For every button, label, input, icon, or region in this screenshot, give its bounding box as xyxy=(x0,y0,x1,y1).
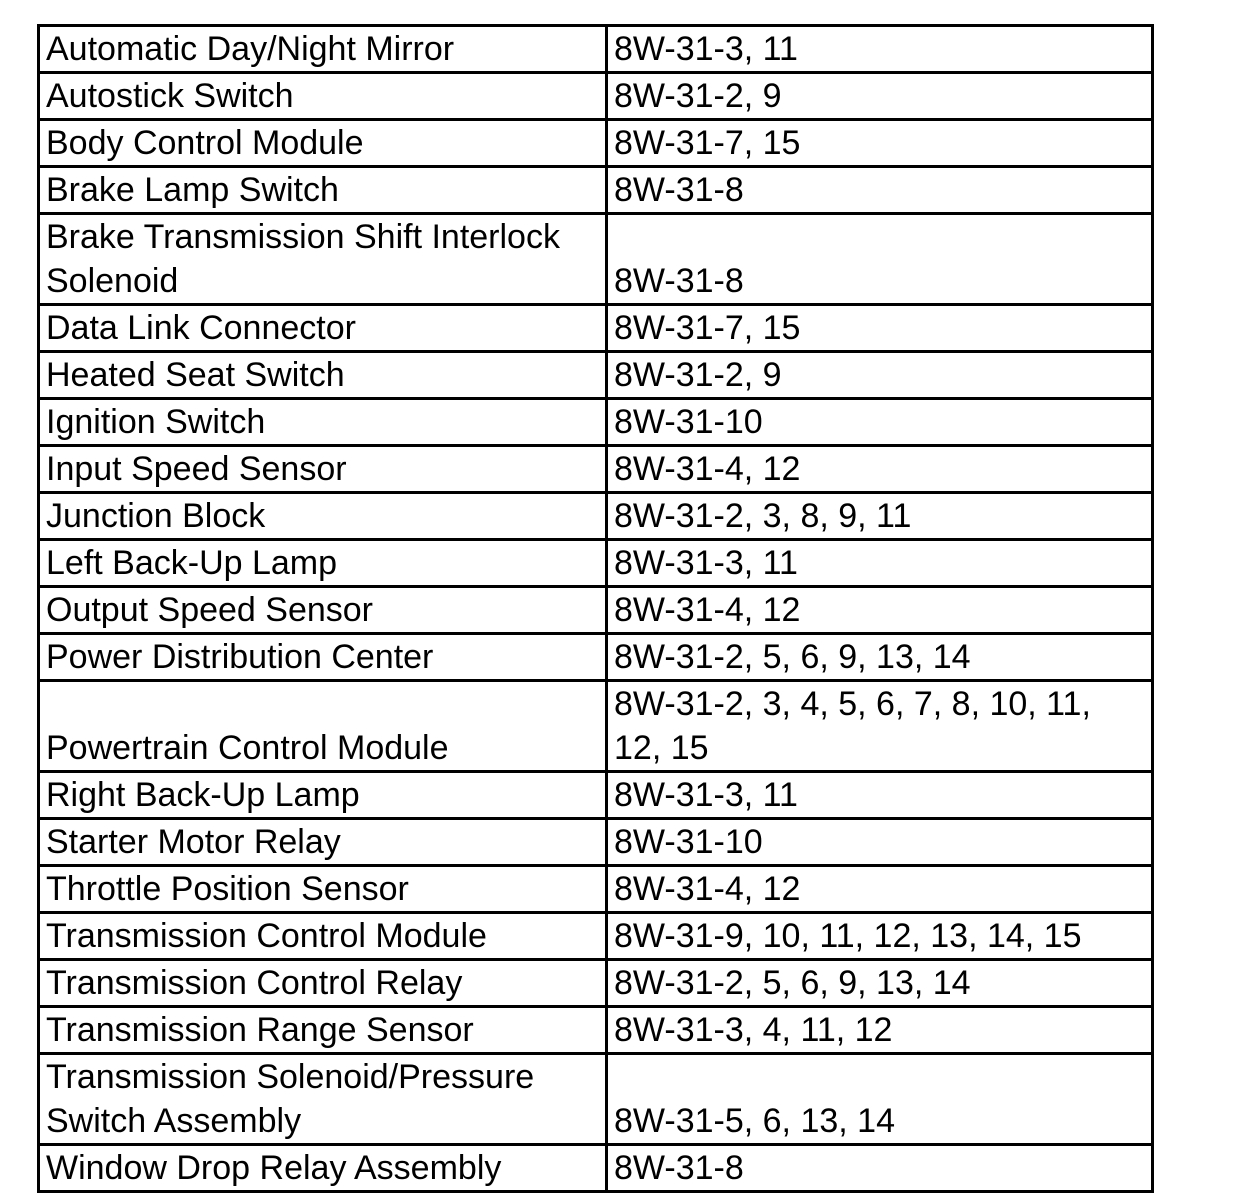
component-name: Ignition Switch xyxy=(39,399,607,446)
table-row xyxy=(39,26,1153,73)
component-name: Autostick Switch xyxy=(39,73,607,120)
table-row xyxy=(39,446,1153,493)
table-row xyxy=(39,120,1153,167)
page-references: 8W-31-4, 12 xyxy=(607,866,1153,913)
component-name: Transmission Solenoid/Pressure Switch Assembly xyxy=(39,1054,607,1145)
page-references: 8W-31-8 xyxy=(607,1145,1153,1192)
page-references: 8W-31-3, 11 xyxy=(607,772,1153,819)
table-row xyxy=(39,960,1153,1007)
table-row xyxy=(39,1145,1153,1192)
component-name: Heated Seat Switch xyxy=(39,352,607,399)
page-references: 8W-31-10 xyxy=(607,399,1153,446)
table-row xyxy=(39,167,1153,214)
component-name: Transmission Control Relay xyxy=(39,960,607,1007)
component-name: Starter Motor Relay xyxy=(39,819,607,866)
component-name: Data Link Connector xyxy=(39,305,607,352)
component-name: Brake Transmission Shift Interlock Solenoid xyxy=(39,214,607,305)
component-reference-table xyxy=(37,24,1154,1193)
component-name: Brake Lamp Switch xyxy=(39,167,607,214)
page-references: 8W-31-4, 12 xyxy=(607,446,1153,493)
component-name: Power Distribution Center xyxy=(39,634,607,681)
page-references: 8W-31-9, 10, 11, 12, 13, 14, 15 xyxy=(607,913,1153,960)
page-references: 8W-31-10 xyxy=(607,819,1153,866)
page-references: 8W-31-5, 6, 13, 14 xyxy=(607,1054,1153,1145)
table-row xyxy=(39,540,1153,587)
table-row xyxy=(39,634,1153,681)
table-row xyxy=(39,587,1153,634)
table-row xyxy=(39,819,1153,866)
page-references: 8W-31-2, 5, 6, 9, 13, 14 xyxy=(607,960,1153,1007)
page-references: 8W-31-2, 5, 6, 9, 13, 14 xyxy=(607,634,1153,681)
page-references: 8W-31-2, 9 xyxy=(607,352,1153,399)
component-name: Output Speed Sensor xyxy=(39,587,607,634)
page-references: 8W-31-3, 11 xyxy=(607,26,1153,73)
page-references: 8W-31-2, 3, 8, 9, 11 xyxy=(607,493,1153,540)
table-row xyxy=(39,1007,1153,1054)
page-references: 8W-31-2, 9 xyxy=(607,73,1153,120)
component-name: Transmission Control Module xyxy=(39,913,607,960)
table-row xyxy=(39,352,1153,399)
table-row xyxy=(39,866,1153,913)
page-references: 8W-31-3, 4, 11, 12 xyxy=(607,1007,1153,1054)
table-row xyxy=(39,913,1153,960)
component-name: Powertrain Control Module xyxy=(39,681,607,772)
table-row xyxy=(39,214,1153,305)
page-references: 8W-31-7, 15 xyxy=(607,120,1153,167)
table-row xyxy=(39,493,1153,540)
page-references: 8W-31-8 xyxy=(607,214,1153,305)
component-name: Automatic Day/Night Mirror xyxy=(39,26,607,73)
table-row xyxy=(39,772,1153,819)
component-name: Right Back-Up Lamp xyxy=(39,772,607,819)
component-name: Throttle Position Sensor xyxy=(39,866,607,913)
page-references: 8W-31-2, 3, 4, 5, 6, 7, 8, 10, 11, 12, 15 xyxy=(607,681,1153,772)
component-name: Input Speed Sensor xyxy=(39,446,607,493)
component-name: Body Control Module xyxy=(39,120,607,167)
page-references: 8W-31-8 xyxy=(607,167,1153,214)
table-row xyxy=(39,681,1153,772)
table-row xyxy=(39,305,1153,352)
page-references: 8W-31-4, 12 xyxy=(607,587,1153,634)
component-name: Left Back-Up Lamp xyxy=(39,540,607,587)
table-row xyxy=(39,399,1153,446)
component-name: Junction Block xyxy=(39,493,607,540)
component-name: Window Drop Relay Assembly xyxy=(39,1145,607,1192)
table-body xyxy=(39,26,1153,1192)
page-references: 8W-31-7, 15 xyxy=(607,305,1153,352)
component-name: Transmission Range Sensor xyxy=(39,1007,607,1054)
table-row xyxy=(39,73,1153,120)
table-row xyxy=(39,1054,1153,1145)
page-references: 8W-31-3, 11 xyxy=(607,540,1153,587)
